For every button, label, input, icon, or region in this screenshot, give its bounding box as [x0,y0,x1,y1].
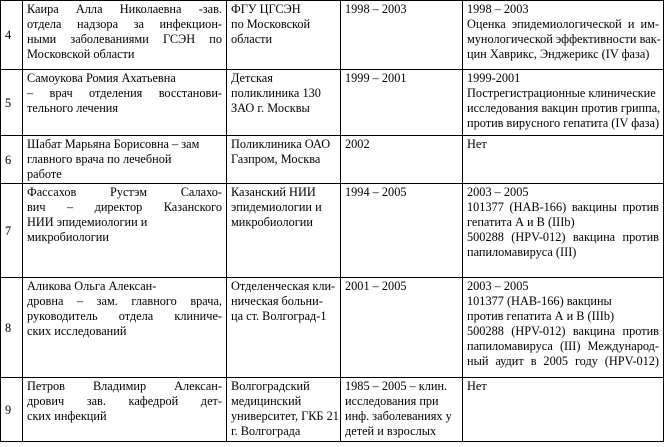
cell-text-line: 6 [5,152,12,167]
cell-text-line: Нет [467,379,487,393]
cell-text-line: области [231,32,273,46]
cell-text-line: 1998 – 2003 [467,2,529,16]
cell-text-line: по Московской [231,17,311,31]
cell-text-line: Газпром, Москва [231,152,321,166]
period-cell [341,378,463,442]
row-number [1,378,23,442]
cell-text-line: ских инфекций [27,409,107,423]
cell-text-line: Самоукова Ромия Ахатьевна [27,71,176,85]
cell-text-line: 1994 – 2005 [345,185,407,199]
organization-cell [227,136,341,184]
cell-text-line: главного врача по лечебной [27,152,172,166]
cell-text-line: вич – директор Казанского [27,200,222,214]
row-number [1,1,23,70]
cell-text-line: 1999 – 2001 [345,71,407,85]
cell-text-line: ными заболеваниями ГСЭН по [27,32,222,46]
person-cell [23,184,227,278]
cell-text-line: папиломавируса (III) [467,245,577,259]
cell-text-line: ЗАО г. Москвы [231,101,310,115]
cell-text-line: папиломавируса (III) Международ- [467,339,659,353]
cell-text-line: эпидемиологии и [231,200,322,214]
cell-text-line: дровна – зам. главного врача, [27,294,222,308]
period-cell [341,278,463,378]
table-row [1,184,664,278]
cell-text-line: против гепатита А и В (IIIb) [467,309,615,323]
cell-text-line: Шабат Марьяна Борисовна – зам [27,137,200,151]
cell-text-line: цин Хаврикс, Энджерикс (IV фаза) [467,47,650,61]
organization-cell [227,184,341,278]
cell-text-line: Фассахов Рустэм Салахо- [27,185,222,199]
organization-cell [227,1,341,70]
cell-text-line: исследования вакцин против гриппа, [467,101,661,115]
cell-text-line: против вирусного гепатита (IV фаза) [467,116,660,130]
cell-text-line: 101377 (НАВ-166) вакцины против [467,200,659,214]
study-cell [463,278,664,378]
study-cell [463,70,664,136]
cell-text-line: 4 [5,28,12,42]
period-cell [341,1,463,70]
trials-table-body [1,1,664,442]
cell-text-line: Нет [467,137,487,151]
table-row [1,1,664,70]
study-cell [463,1,664,70]
cell-text-line: Казанский НИИ [231,185,316,199]
cell-text-line: Аликова Ольга Алексан- [27,279,157,293]
cell-text-line: Отделенческая кли- [231,279,336,293]
table-row [1,136,664,184]
person-cell [23,70,227,136]
cell-text-line: 8 [5,320,12,335]
cell-text-line: поликлиника 130 [231,86,321,100]
cell-text-line: ца ст. Волгоград-1 [231,309,327,323]
cell-text-line: микробиологии [231,215,313,229]
row-number [1,136,23,184]
person-cell [23,278,227,378]
cell-text-line: 9 [5,402,12,417]
person-cell [23,136,227,184]
cell-text-line: ническая больни- [231,294,323,308]
cell-text-line: – врач отделения восстанови- [27,86,222,100]
cell-text-line: 1985 – 2005 – клин. [345,379,448,393]
table-row [1,278,664,378]
cell-text-line: 7 [5,223,12,238]
table-row [1,70,664,136]
cell-text-line: 5 [5,95,12,110]
cell-text-line: 1998 – 2003 [345,2,407,16]
cell-text-line: 2003 – 2005 [467,185,529,199]
cell-text-line: Детская [231,71,273,85]
row-number [1,184,23,278]
row-number [1,70,23,136]
cell-text-line: Каира Алла Николаевна -зав. [27,2,222,16]
cell-text-line: 2002 [345,137,370,151]
cell-text-line: г. Волгограда [231,424,301,438]
cell-text-line: Московской области [27,47,135,61]
study-cell [463,378,664,442]
table-row [1,378,664,442]
cell-text-line: Волгоградский [231,379,310,393]
cell-text-line: ских исследований [27,324,127,338]
cell-text-line: 500288 (HPV-012) вакцина против [467,230,659,244]
person-cell [23,1,227,70]
period-cell [341,184,463,278]
cell-text-line: инф. заболеваниях у [345,409,452,423]
cell-text-line: 101377 (НАВ-166) вакцины [467,294,612,308]
cell-text-line: дрович зав. кафедрой дет- [27,394,222,408]
cell-text-line: 500288 (HPV-012) вакцина против [467,324,659,338]
cell-text-line: Петров Владимир Алексан- [27,379,222,393]
period-cell [341,70,463,136]
cell-text-line: отдела надзора за инфекцион- [27,17,222,31]
cell-text-line: 2003 – 2005 [467,279,529,293]
cell-text-line: тельного лечения [27,101,119,115]
cell-text-line: Оценка эпидемиологической и им- [467,17,659,31]
organization-cell [227,278,341,378]
period-cell [341,136,463,184]
cell-text-line: 1999-2001 [467,71,521,85]
organization-cell [227,70,341,136]
study-cell [463,184,664,278]
cell-text-line: Пострегистрационные клинические [467,86,656,100]
organization-cell [227,378,341,442]
cell-text-line: медицинский [231,394,302,408]
cell-text-line: Поликлиника ОАО [231,137,331,151]
cell-text-line: мунологической эффективности вак- [467,32,661,46]
cell-text-line: ФГУ ЦГСЭН [231,2,301,16]
cell-text-line: детей и взрослых [345,424,437,438]
cell-text-line: ный аудит в 2005 году (HPV-012) [467,354,659,368]
cell-text-line: университет, ГКБ 21 [231,409,339,423]
study-cell [463,136,664,184]
cell-text-line: работе [27,167,62,181]
person-cell [23,378,227,442]
cell-text-line: НИИ эпидемиологии и [27,215,148,229]
cell-text-line: микробиологии [27,230,109,244]
cell-text-line: руководитель отдела клиниче- [27,309,222,323]
row-number [1,278,23,378]
cell-text-line: исследования при [345,394,439,408]
cell-text-line: гепатита А и В (IIIb) [467,215,575,229]
cell-text-line: 2001 – 2005 [345,279,407,293]
